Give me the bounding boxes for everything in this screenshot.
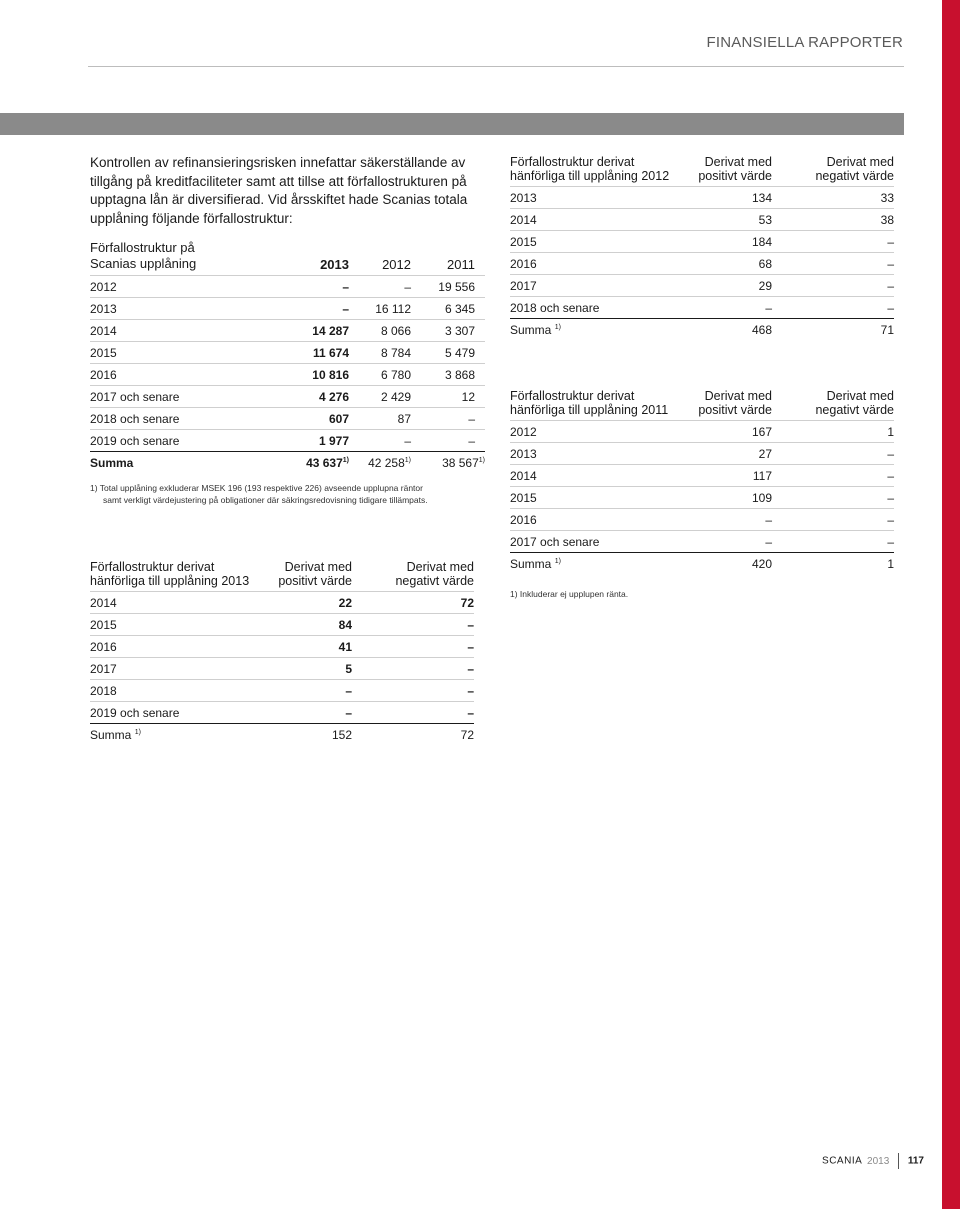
cell-value: 3 307 [411,320,485,342]
row-label: 2016 [510,253,680,275]
cell-value: – [349,430,411,452]
row-label: 2015 [90,614,260,636]
cell-value: 8 784 [349,342,411,364]
cell-value: 152 [260,724,352,747]
intro-paragraph: Kontrollen av refinansieringsrisken innefattar säkerställande av tillgång på kreditfaciliteter samt att tillse att förfallostrukturen på upptagna lån är diversifierad. Vid årsskiftet hade Scanias totala upplåning följande förfallostruktur: [90,155,468,226]
cell-value: 19 556 [411,276,485,298]
column-header: hänförliga till upplåning 2012 [510,169,670,183]
column-header: positivt värde [698,169,772,183]
table-row [90,636,474,658]
table-row [510,531,894,553]
table-title: Scanias upplåning [90,256,197,271]
cell-value: – [680,509,772,531]
table-row [510,421,894,443]
row-label: 2017 [510,275,680,297]
row-label: 2018 och senare [510,297,680,319]
column-header: Förfallostruktur derivat [510,155,635,169]
cell-value: 420 [680,553,772,576]
cell-value: – [772,443,894,465]
cell-value: 42 258 [368,456,405,470]
cell-value: 4 276 [265,386,349,408]
total-row [90,724,474,747]
column-header: Förfallostruktur derivat [90,560,215,574]
row-label: 2014 [510,209,680,231]
table-row [90,658,474,680]
column-header: Derivat med [704,155,772,169]
cell-value: 33 [772,187,894,209]
row-label: Summa [90,728,132,742]
cell-value: 16 112 [349,298,411,320]
derivative-table-2011 [510,389,894,575]
column-header: Derivat med [826,155,894,169]
cell-value: – [772,531,894,553]
cell-value: – [411,430,485,452]
column-header: Derivat med [406,560,474,574]
cell-value: 607 [265,408,349,430]
row-label: 2017 och senare [510,531,680,553]
table-row [510,253,894,275]
header-divider [88,66,904,67]
cell-value: 14 287 [265,320,349,342]
cell-value: – [352,636,474,658]
cell-value: 6 780 [349,364,411,386]
cell-value: 29 [680,275,772,297]
cell-value: 184 [680,231,772,253]
brand-name: SCANIA [822,1155,863,1167]
cell-value: 2 429 [349,386,411,408]
table-row [90,298,485,320]
cell-value: – [772,275,894,297]
cell-value: – [680,531,772,553]
column-header: negativt värde [815,403,894,417]
cell-value: – [772,231,894,253]
footnote-marker: 1) [134,729,141,736]
row-label: 2017 och senare [90,386,265,408]
row-label: 2015 [510,487,680,509]
cell-value: – [680,297,772,319]
table-row [90,680,474,702]
row-label: 2019 och senare [90,430,265,452]
footnote-marker: 1) [554,324,561,331]
section-title: FINANSIELLA RAPPORTER [706,34,903,51]
footnote [510,588,628,600]
cell-value: 11 674 [265,342,349,364]
row-label: 2013 [510,187,680,209]
page-footer [822,1153,924,1169]
row-label: Summa [90,452,265,475]
row-label: 2018 [90,680,260,702]
row-label: 2014 [510,465,680,487]
column-header: 2011 [447,257,475,272]
row-label: 2016 [90,364,265,386]
cell-value: 71 [772,319,894,342]
row-label: 2016 [510,509,680,531]
cell-value: 167 [680,421,772,443]
row-label: 2015 [510,231,680,253]
derivative-table-2012 [510,155,894,341]
column-header: Derivat med [826,389,894,403]
footnote-marker: 1) [478,457,485,464]
row-label: 2016 [90,636,260,658]
column-header: 2012 [382,257,411,272]
column-header: Derivat med [284,560,352,574]
footnote-marker: 1) [404,457,411,464]
header-band [0,113,904,135]
cell-value: 22 [260,592,352,614]
cell-value: 5 [260,658,352,680]
cell-value: 53 [680,209,772,231]
table-row [90,408,485,430]
table-row [90,320,485,342]
accent-bar [942,0,960,1209]
report-year: 2013 [867,1155,890,1167]
cell-value: – [352,680,474,702]
table-row [90,592,474,614]
row-label: 2018 och senare [90,408,265,430]
total-row [510,319,894,342]
cell-value: – [352,614,474,636]
row-label: 2013 [510,443,680,465]
cell-value: – [260,680,352,702]
cell-value: 8 066 [349,320,411,342]
cell-value: – [352,658,474,680]
row-label: 2014 [90,592,260,614]
cell-value: 38 [772,209,894,231]
cell-value: – [772,253,894,275]
cell-value: – [265,276,349,298]
table-row [510,275,894,297]
row-label: 2012 [90,276,265,298]
table-title: Förfallostruktur på [90,240,195,255]
total-row [90,452,485,475]
footnote [90,482,485,506]
column-header: Förfallostruktur derivat [510,389,635,403]
footnote-marker: 1) [342,457,349,464]
cell-value: 134 [680,187,772,209]
cell-value: 38 567 [442,456,479,470]
row-label: Summa [510,557,552,571]
table-row [90,342,485,364]
cell-value: – [772,465,894,487]
cell-value: 27 [680,443,772,465]
cell-value: – [260,702,352,724]
cell-value: 41 [260,636,352,658]
derivative-table-2013 [90,560,474,746]
column-header: Derivat med [704,389,772,403]
cell-value: 10 816 [265,364,349,386]
cell-value: – [352,702,474,724]
footnote-text: 1) Inkluderar ej upplupen ränta. [510,589,629,599]
cell-value: 109 [680,487,772,509]
table-row [90,702,474,724]
table-row [510,509,894,531]
table-row [510,443,894,465]
cell-value: 3 868 [411,364,485,386]
row-label: 2017 [90,658,260,680]
column-header: positivt värde [278,574,352,588]
table-row [90,276,485,298]
cell-value: – [772,509,894,531]
column-header: positivt värde [698,403,772,417]
total-row [510,553,894,576]
footnote-marker: 1) [554,558,561,565]
cell-value: 84 [260,614,352,636]
table-row [510,297,894,319]
cell-value: – [772,487,894,509]
cell-value: 68 [680,253,772,275]
table-row [90,364,485,386]
column-header: hänförliga till upplåning 2013 [90,574,250,588]
cell-value: 1 977 [265,430,349,452]
table-row [510,231,894,253]
cell-value: 43 637 [306,456,343,470]
footer-divider [898,1153,899,1169]
cell-value: 12 [411,386,485,408]
table-row [90,430,485,452]
column-header: negativt värde [395,574,474,588]
table-row [90,614,474,636]
column-header: 2013 [320,257,349,272]
footnote-text: samt verkligt värdejustering på obligationer där säkringsredovisning tidigare tillämpats. [103,495,428,505]
table-row [510,487,894,509]
column-header: negativt värde [815,169,894,183]
cell-value: 5 479 [411,342,485,364]
cell-value: 117 [680,465,772,487]
row-label: 2013 [90,298,265,320]
table-row [510,187,894,209]
row-label: Summa [510,323,552,337]
cell-value: 1 [772,421,894,443]
cell-value: 468 [680,319,772,342]
cell-value: 72 [352,724,474,747]
borrowing-maturity-table [90,240,485,474]
cell-value: – [349,276,411,298]
row-label: 2012 [510,421,680,443]
cell-value: – [411,408,485,430]
cell-value: 6 345 [411,298,485,320]
table-row [510,465,894,487]
footnote-text: 1) Total upplåning exkluderar MSEK 196 (193 respektive 226) avseende upplupna räntor [90,483,423,493]
cell-value: 72 [352,592,474,614]
table-row [90,386,485,408]
cell-value: 1 [772,553,894,576]
row-label: 2014 [90,320,265,342]
column-header: hänförliga till upplåning 2011 [510,403,669,417]
cell-value: – [265,298,349,320]
row-label: 2019 och senare [90,702,260,724]
cell-value: 87 [349,408,411,430]
table-row [510,209,894,231]
cell-value: – [772,297,894,319]
row-label: 2015 [90,342,265,364]
page-number: 117 [907,1155,924,1167]
